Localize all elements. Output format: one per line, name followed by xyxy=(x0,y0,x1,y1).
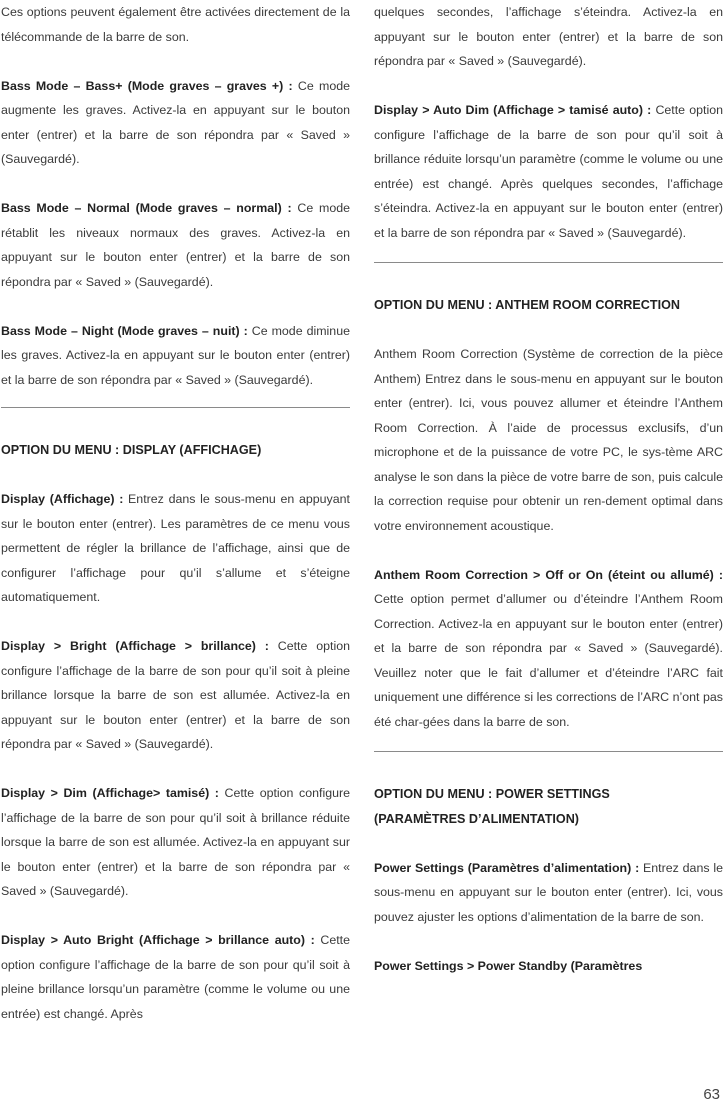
display-auto-dim-title: Display > Auto Dim (Affichage > tamisé auto) : xyxy=(374,103,652,117)
bass-normal-body: Ce mode rétablit les niveaux normaux des graves. Activez-la en appuyant sur le bouton enter (entrer) et la barre de son répondra par « Saved » (Sauvegardé). xyxy=(1,201,350,289)
display-section-heading: OPTION DU MENU : DISPLAY (AFFICHAGE) xyxy=(1,443,262,457)
bass-plus-body: Ce mode augmente les graves. Activez-la en appuyant sur le bouton enter (entrer) et la barre de son répondra par « Saved » (Sauvegardé). xyxy=(1,78,350,166)
display-auto-dim-body: Cette option configure l’affichage de la barre de son pour qu’il soit à brillance réduite lorsqu’un paramètre (comme le volume ou une entrée) est changé. Après quelques secondes, l’affichage s’éteindra. Activez-la en appuyant sur le bouton enter (entrer) et la barre de son répondra par « Saved » (Sauvegardé). xyxy=(374,103,723,240)
display-auto-bright-title: Display > Auto Bright (Affichage > brillance auto) : xyxy=(1,933,315,947)
display-dim-title: Display > Dim (Affichage> tamisé) : xyxy=(1,786,219,800)
display-dim-paragraph xyxy=(1,781,350,904)
display-title: Display (Affichage) : xyxy=(1,492,124,506)
power-standby-title: Power Settings > Power Standby (Paramètres xyxy=(374,958,643,973)
display-auto-dim-paragraph xyxy=(374,98,723,245)
bass-plus-title: Bass Mode – Bass+ (Mode graves – graves +) : xyxy=(1,78,293,93)
bass-normal-title: Bass Mode – Normal (Mode graves – normal) : xyxy=(1,201,292,215)
display-bright-title: Display > Bright (Affichage > brillance) : xyxy=(1,639,269,653)
left-column xyxy=(1,0,350,1026)
arc-intro-paragraph: Anthem Room Correction (Système de correction de la pièce Anthem) Entrez dans le sous-menu en appuyant sur le bouton enter (entrer). Ici, vous pouvez allumer et éteindre l’Anthem Room Correction. À l’aide de processus exclusifs, d’un microphone et de la puissance de votre PC, le sys-tème ARC analyse le son dans la pièce de votre barre de son, puis calcule la correction requise pour obtenir un ren-dement optimal dans votre environnement acoustique. xyxy=(374,347,723,533)
display-paragraph xyxy=(1,487,350,610)
display-body: Entrez dans le sous-menu en appuyant sur le bouton enter (entrer). Les paramètres de ce menu vous permettent de régler la brillance de l’affichage, ainsi que de configurer l’affichage pour qu’il s’allume et s’éteigne automatiquement. xyxy=(1,492,350,604)
page-number: 63 xyxy=(703,1086,720,1103)
power-settings-paragraph xyxy=(374,856,723,930)
arc-section-heading: OPTION DU MENU : ANTHEM ROOM CORRECTION xyxy=(374,298,680,312)
bass-plus-paragraph xyxy=(1,74,350,172)
power-standby-paragraph xyxy=(374,954,723,979)
display-auto-bright-body: Cette option configure l’affichage de la barre de son pour qu’il soit à pleine brillance lorsqu’un paramètre (comme le volume ou une entrée) est changé. Après xyxy=(1,933,350,1021)
right-column xyxy=(374,0,723,978)
power-settings-title: Power Settings (Paramètres d’alimentation) : xyxy=(374,860,640,875)
arc-toggle-body: Cette option permet d’allumer ou d’éteindre l’Anthem Room Correction. Activez-la en appuyant sur le bouton enter (entrer) et la barre de son répondra par « Saved » (Sauvegardé). Veuillez noter que le fait d’allumer et d’éteindre l’ARC fait uniquement une différence si les corrections de l’ARC n’ont pas été char-gées dans la barre de son. xyxy=(374,592,723,729)
bass-night-body: Ce mode diminue les graves. Activez-la en appuyant sur le bouton enter (entrer) et la barre de son répondra par « Saved » (Sauvegardé). xyxy=(1,323,350,387)
intro-paragraph: Ces options peuvent également être activées directement de la télécommande de la barre de son. xyxy=(1,5,350,44)
display-dim-body: Cette option configure l’affichage de la barre de son pour qu’il soit à brillance réduite lorsque la barre de son est allumée. Activez-la en appuyant sur le bouton enter (entrer) et la barre de son répondra par « Saved » (Sauvegardé). xyxy=(1,786,350,898)
display-auto-bright-paragraph xyxy=(1,928,350,1026)
display-bright-body: Cette option configure l’affichage de la barre de son pour qu’il soit à pleine brillance lorsque la barre de son est allumée. Activez-la en appuyant sur le bouton enter (entrer) et la barre de son répondra par « Saved » (Sauvegardé). xyxy=(1,639,350,751)
power-settings-body: Entrez dans le sous-menu en appuyant sur le bouton enter (entrer). Ici, vous pouvez ajuster les options d’alimentation de la barre de son. xyxy=(374,860,723,924)
display-bright-paragraph xyxy=(1,634,350,757)
continuation-paragraph: quelques secondes, l’affichage s’éteindra. Activez-la en appuyant sur le bouton enter (entrer) et la barre de son répondra par « Saved » (Sauvegardé). xyxy=(374,5,723,68)
bass-normal-paragraph xyxy=(1,196,350,294)
arc-toggle-title: Anthem Room Correction > Off or On (éteint ou allumé) : xyxy=(374,567,723,582)
bass-night-paragraph xyxy=(1,319,350,393)
power-section-heading-line-2: (PARAMÈTRES D’ALIMENTATION) xyxy=(374,811,579,826)
bass-night-title: Bass Mode – Night (Mode graves – nuit) : xyxy=(1,323,248,338)
arc-toggle-paragraph xyxy=(374,563,723,735)
power-section-heading-line-1: OPTION DU MENU : POWER SETTINGS xyxy=(374,787,610,801)
